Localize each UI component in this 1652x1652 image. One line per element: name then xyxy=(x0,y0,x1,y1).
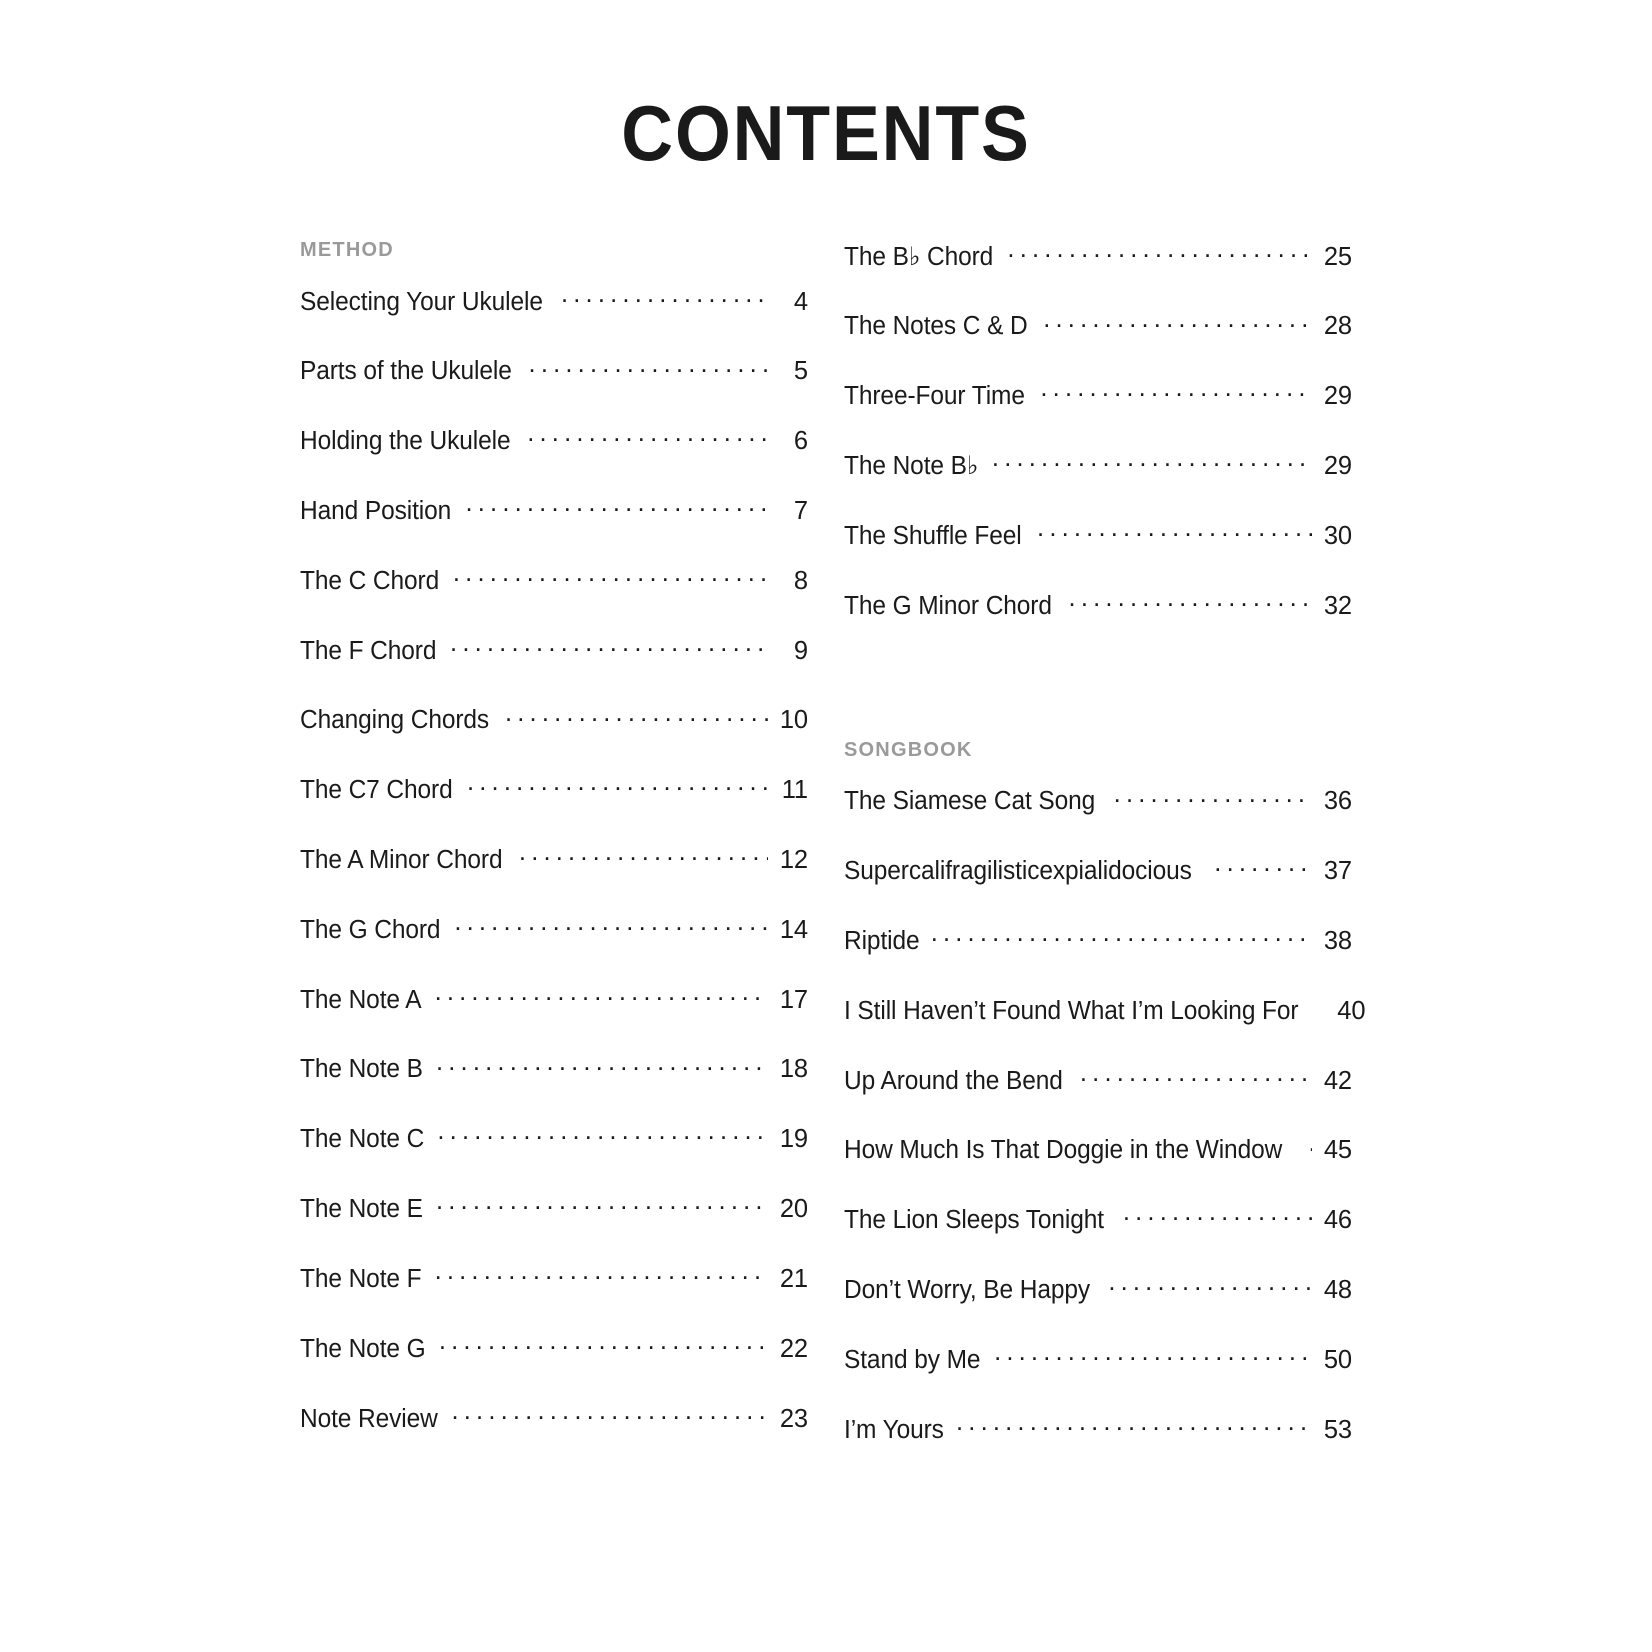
toc-entry-page: 30 xyxy=(1323,521,1352,550)
toc-entry[interactable] xyxy=(300,493,808,526)
toc-entry-page: 48 xyxy=(1323,1276,1352,1305)
toc-entry[interactable] xyxy=(300,563,808,596)
toc-list-songbook xyxy=(844,784,1366,1445)
toc-entry-title: Parts of the Ukulele xyxy=(300,357,512,386)
toc-entry-page: 53 xyxy=(1323,1415,1352,1444)
toc-leader-dots xyxy=(1114,784,1312,810)
toc-entry-page: 36 xyxy=(1323,787,1352,816)
toc-entry-page: 23 xyxy=(779,1404,808,1433)
toc-entry-title: The A Minor Chord xyxy=(300,846,503,874)
toc-entry-page: 22 xyxy=(779,1334,808,1363)
toc-list-method-continued xyxy=(844,239,1352,621)
toc-entry-page: 25 xyxy=(1323,242,1352,271)
toc-entry-title: The Note E xyxy=(300,1195,423,1224)
toc-entry-page: 50 xyxy=(1323,1345,1352,1374)
toc-leader-dots xyxy=(436,1052,768,1078)
toc-entry[interactable] xyxy=(300,1192,808,1225)
toc-entry-page: 46 xyxy=(1323,1206,1352,1235)
toc-leader-dots xyxy=(1069,588,1312,614)
toc-entry[interactable] xyxy=(300,1261,808,1294)
toc-leader-dots xyxy=(1037,518,1312,544)
toc-leader-dots xyxy=(1308,1133,1312,1159)
toc-entry[interactable] xyxy=(844,518,1352,551)
toc-entry-page: 20 xyxy=(779,1195,808,1224)
toc-entry[interactable] xyxy=(300,424,808,457)
toc-entry-page: 14 xyxy=(779,915,808,944)
toc-entry[interactable] xyxy=(300,284,808,317)
toc-entry[interactable] xyxy=(844,309,1352,342)
section-label-method: METHOD xyxy=(300,239,394,261)
toc-entry-title: The G Minor Chord xyxy=(844,591,1052,620)
toc-entry[interactable] xyxy=(844,993,1366,1026)
left-column xyxy=(300,239,808,1482)
toc-entry[interactable] xyxy=(300,1331,808,1364)
toc-entry[interactable] xyxy=(300,1401,808,1434)
toc-entry-title: The G Chord xyxy=(300,915,441,944)
toc-entry[interactable] xyxy=(300,354,808,387)
toc-entry-title: Hand Position xyxy=(300,496,452,525)
toc-entry-page: 19 xyxy=(779,1125,808,1154)
toc-entry-page: 28 xyxy=(1323,312,1352,341)
toc-entry-page: 11 xyxy=(781,776,808,805)
toc-entry-page: 12 xyxy=(779,846,808,874)
toc-leader-dots xyxy=(436,1192,768,1218)
toc-entry[interactable] xyxy=(300,773,808,806)
toc-entry-title: Supercalifragilisticexpialidocious xyxy=(844,857,1192,886)
toc-entry[interactable] xyxy=(300,843,808,876)
toc-entry-title: Note Review xyxy=(300,1404,438,1433)
toc-list-method xyxy=(300,284,808,1434)
toc-entry-page: 9 xyxy=(793,636,808,665)
toc-entry-title: Holding the Ukulele xyxy=(300,427,511,456)
toc-leader-dots xyxy=(451,1401,768,1427)
toc-entry-page: 29 xyxy=(1323,382,1352,411)
toc-entry-title: The Note G xyxy=(300,1334,426,1363)
toc-entry-page: 29 xyxy=(1323,451,1352,480)
toc-leader-dots xyxy=(453,563,768,589)
toc-entry[interactable] xyxy=(844,379,1352,412)
toc-entry-page: 5 xyxy=(793,357,808,386)
toc-leader-dots xyxy=(994,1342,1312,1368)
toc-entry-page: 17 xyxy=(779,985,808,1014)
toc-entry-title: The Note B♭ xyxy=(844,451,979,480)
toc-entry-title: I Still Haven’t Found What I’m Looking For xyxy=(844,996,1299,1025)
toc-leader-dots xyxy=(1080,1063,1312,1089)
toc-entry[interactable] xyxy=(844,1412,1352,1445)
toc-entry[interactable] xyxy=(844,1273,1352,1306)
toc-entry[interactable] xyxy=(844,784,1352,817)
toc-entry-title: The Note A xyxy=(300,985,422,1014)
toc-entry[interactable] xyxy=(844,1203,1352,1236)
toc-entry[interactable] xyxy=(844,1133,1352,1166)
toc-entry-title: The C7 Chord xyxy=(300,776,453,805)
toc-entry-page: 10 xyxy=(779,706,808,735)
toc-entry-title: The B♭ Chord xyxy=(844,242,994,271)
toc-leader-dots xyxy=(992,448,1312,474)
toc-leader-dots xyxy=(931,924,1312,950)
toc-entry[interactable] xyxy=(844,588,1352,621)
toc-entry[interactable] xyxy=(844,239,1352,272)
toc-entry-page: 37 xyxy=(1323,857,1352,886)
toc-entry-page: 42 xyxy=(1323,1066,1352,1095)
toc-entry-title: Riptide xyxy=(844,927,920,955)
toc-entry-title: The Lion Sleeps Tonight xyxy=(844,1206,1105,1235)
right-column xyxy=(844,239,1366,1482)
toc-entry-page: 6 xyxy=(793,427,808,456)
toc-entry-title: Stand by Me xyxy=(844,1345,981,1374)
toc-entry[interactable] xyxy=(844,924,1352,957)
toc-leader-dots xyxy=(1043,309,1312,335)
toc-leader-dots xyxy=(527,424,768,450)
toc-leader-dots xyxy=(505,703,768,729)
toc-entry[interactable] xyxy=(300,703,808,736)
page-title: CONTENTS xyxy=(621,89,1031,177)
toc-entry-page: 45 xyxy=(1323,1136,1352,1165)
toc-entry-page: 32 xyxy=(1323,591,1352,620)
toc-entry-page: 38 xyxy=(1323,927,1352,955)
toc-entry-page: 40 xyxy=(1337,996,1366,1025)
toc-entry-title: How Much Is That Doggie in the Window xyxy=(844,1136,1283,1165)
toc-entry[interactable] xyxy=(300,912,808,945)
toc-leader-dots xyxy=(454,912,768,938)
toc-entry-title: Three-Four Time xyxy=(844,382,1025,411)
toc-leader-dots xyxy=(519,843,768,869)
toc-leader-dots xyxy=(450,633,768,659)
toc-entry-page: 7 xyxy=(793,496,808,525)
toc-entry-title: The Siamese Cat Song xyxy=(844,787,1096,816)
toc-entry[interactable] xyxy=(844,1063,1352,1096)
toc-leader-dots xyxy=(561,284,768,310)
toc-entry[interactable] xyxy=(844,1342,1352,1375)
toc-entry-page: 21 xyxy=(779,1264,808,1293)
toc-entry-title: Don’t Worry, Be Happy xyxy=(844,1276,1091,1305)
toc-entry-title: The C Chord xyxy=(300,566,440,595)
toc-entry-title: Changing Chords xyxy=(300,706,490,735)
toc-leader-dots xyxy=(529,354,768,380)
toc-entry-title: The Notes C & D xyxy=(844,312,1028,341)
toc-entry[interactable] xyxy=(300,982,808,1015)
toc-leader-dots xyxy=(1108,1273,1312,1299)
toc-entry[interactable] xyxy=(844,854,1352,887)
contents-columns xyxy=(0,179,1652,1482)
toc-entry-title: I’m Yours xyxy=(844,1415,944,1444)
toc-leader-dots xyxy=(465,493,768,519)
toc-entry[interactable] xyxy=(300,633,808,666)
toc-entry-title: Up Around the Bend xyxy=(844,1066,1063,1095)
toc-entry-page: 8 xyxy=(793,566,808,595)
toc-entry-page: 4 xyxy=(793,287,808,316)
toc-entry-title: The Note C xyxy=(300,1125,425,1154)
toc-leader-dots xyxy=(956,1412,1312,1438)
toc-leader-dots xyxy=(435,982,768,1008)
toc-entry-title: The F Chord xyxy=(300,636,437,665)
toc-leader-dots xyxy=(439,1331,768,1357)
toc-leader-dots xyxy=(467,773,768,799)
toc-leader-dots xyxy=(1007,239,1312,265)
toc-leader-dots xyxy=(1123,1203,1312,1229)
toc-leader-dots xyxy=(1040,379,1312,405)
toc-leader-dots xyxy=(437,1122,768,1148)
toc-entry-title: The Shuffle Feel xyxy=(844,521,1022,550)
toc-entry[interactable] xyxy=(844,448,1352,481)
toc-leader-dots xyxy=(435,1261,768,1287)
section-label-songbook: SONGBOOK xyxy=(844,738,973,761)
toc-entry-title: The Note F xyxy=(300,1264,422,1293)
toc-entry-title: The Note B xyxy=(300,1055,423,1084)
toc-leader-dots xyxy=(1214,854,1312,880)
toc-entry-title: Selecting Your Ukulele xyxy=(300,287,543,316)
toc-entry[interactable] xyxy=(300,1052,808,1085)
toc-entry-page: 18 xyxy=(779,1055,808,1084)
toc-entry[interactable] xyxy=(300,1122,808,1155)
